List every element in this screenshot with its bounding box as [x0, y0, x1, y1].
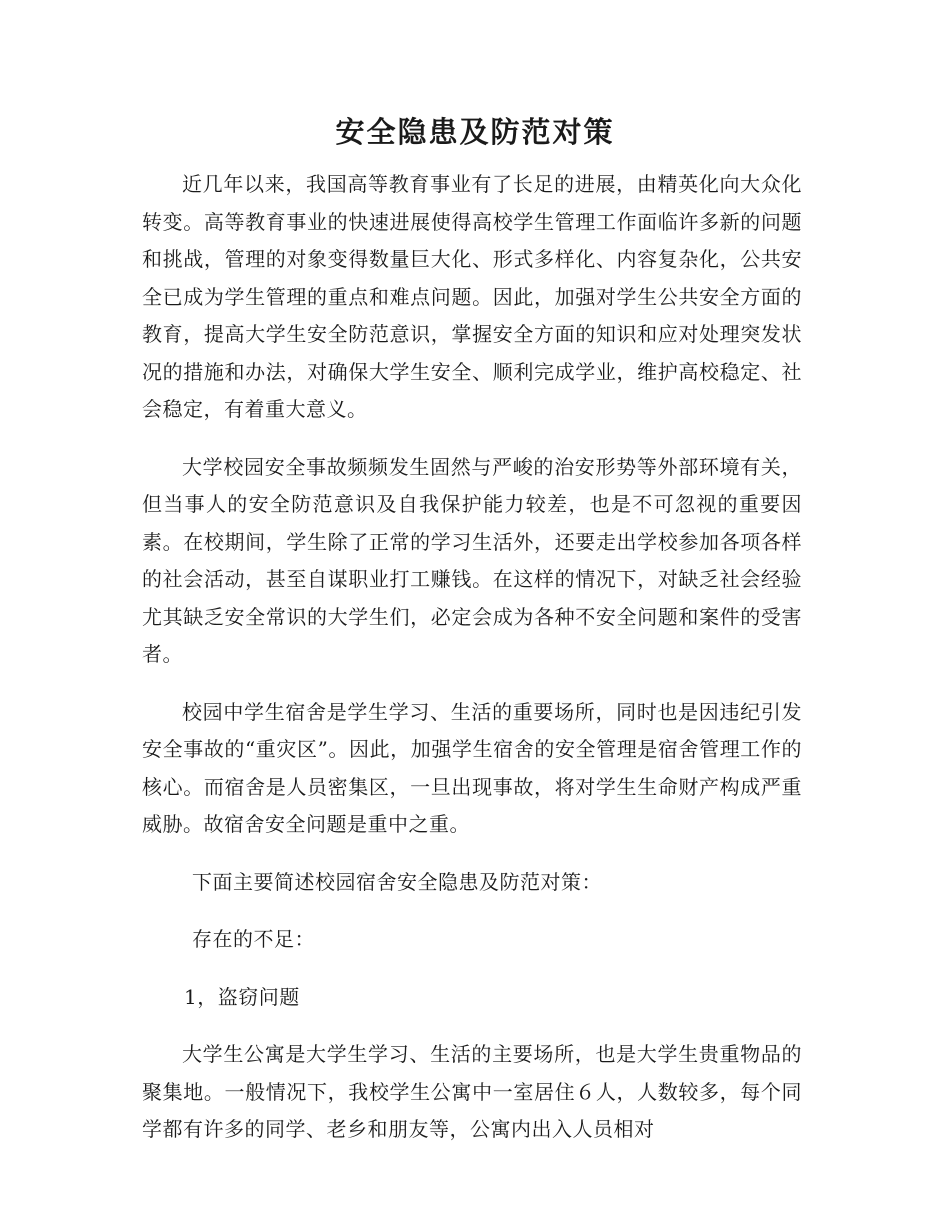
section-heading-shortcomings: 存在的不足： [192, 927, 315, 951]
paragraph-summary-lead: 下面主要简述校园宿舍安全隐患及防范对策： [192, 869, 602, 894]
paragraph-theft-detail: 大学生公寓是大学生学习、生活的主要场所，也是大学生贵重物品的聚集地。一般情况下，我校学生公寓中一室居住６人，人数较多，每个同学都有许多的同学、老乡和朋友等，公寓内出入人员相对 [142, 1042, 802, 1141]
paragraph-campus-safety: 大学校园安全事故频频发生固然与严峻的治安形势等外部环境有关，但当事人的安全防范意识及自我保护能力较差，也是不可忽视的重要因素。在校期间，学生除了正常的学习生活外，还要走出学校参加各项各样的社会活动，甚至自谋职业打工赚钱。在这样的情况下，对缺乏社会经验尤其缺乏安全常识的大学生们，必定会成为各种不安全问题和案件的受害者。 [142, 454, 802, 666]
document-body [142, 166, 802, 1149]
paragraph-dormitory: 校园中学生宿舍是学生学习、生活的重要场所，同时也是因违纪引发安全事故的“重灾区”。因此，加强学生宿舍的安全管理是宿舍管理工作的核心。而宿舍是人员密集区，一旦出现事故，将对学生生命财产构成严重威胁。故宿舍安全问题是重中之重。 [142, 699, 802, 836]
paragraph-intro: 近几年以来，我国高等教育事业有了长足的进展，由精英化向大众化转变。高等教育事业的快速进展使得高校学生管理工作面临许多新的问题和挑战，管理的对象变得数量巨大化、形式多样化、内容复杂化，公共安全已成为学生管理的重点和难点问题。因此，加强对学生公共安全方面的教育，提高大学生安全防范意识，掌握安全方面的知识和应对处理突发状况的措施和办法，对确保大学生安全、顺利完成学业，维护高校稳定、社会稳定，有着重大意义。 [142, 172, 802, 421]
document-title: 安全隐患及防范对策 [335, 115, 615, 149]
list-item-theft: 1，盗窃问题 [184, 984, 300, 1009]
